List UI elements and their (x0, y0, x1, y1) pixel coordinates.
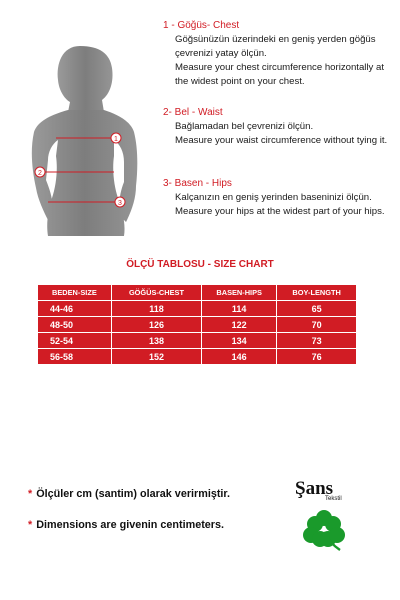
instruction-heading: 1 - Göğüs- Chest (163, 20, 240, 31)
cell-size: 48-50 (38, 317, 112, 333)
cell-chest: 138 (111, 333, 201, 349)
cell-size: 44-46 (38, 301, 112, 317)
cell-hips: 134 (202, 333, 277, 349)
note-text-tr: Ölçüler cm (santim) olarak verirmiştir. (36, 488, 231, 500)
table-row (38, 301, 357, 317)
instruction-waist (163, 106, 395, 148)
hips-marker-label: 3 (118, 200, 122, 207)
note-english (28, 519, 224, 531)
instruction-heading: 3- Basen - Hips (163, 178, 232, 189)
brand-name: Şans (295, 478, 334, 499)
cell-size: 56-58 (38, 349, 112, 365)
note-star: * (28, 519, 33, 531)
size-chart-table (37, 284, 357, 365)
cell-hips: 122 (202, 317, 277, 333)
clover-icon (300, 508, 348, 552)
brand-sub: Tekstil (325, 496, 342, 502)
note-turkish (28, 488, 230, 500)
note-star: * (28, 488, 33, 500)
table-row (38, 333, 357, 349)
instruction-text-tr: Kalçanızın en geniş yerinden baseninizi ölçün. (175, 192, 372, 203)
instruction-text-en: Measure your hips at the widest part of your hips. (175, 206, 385, 217)
instruction-text-en: Measure your chest circumference horizontally at the widest point on your chest. (175, 62, 385, 87)
cell-length: 76 (277, 349, 357, 365)
instruction-chest (163, 19, 395, 89)
silhouette-head (58, 46, 113, 112)
body-silhouette-figure (18, 40, 158, 240)
silhouette-svg (18, 40, 158, 240)
chest-marker-label: 1 (114, 136, 118, 143)
header-chest: GÖĞÜS-CHEST (111, 285, 201, 301)
instruction-heading: 2- Bel - Waist (163, 107, 223, 118)
instruction-text-tr: Bağlamadan bel çevrenizi ölçün. (175, 121, 314, 132)
cell-length: 70 (277, 317, 357, 333)
brand-logo (295, 478, 355, 550)
cell-size: 52-54 (38, 333, 112, 349)
size-chart-header-row (38, 285, 357, 301)
cell-hips: 146 (202, 349, 277, 365)
table-row (38, 349, 357, 365)
cell-length: 73 (277, 333, 357, 349)
table-row (38, 317, 357, 333)
instruction-hips (163, 177, 395, 219)
cell-chest: 118 (111, 301, 201, 317)
cell-chest: 152 (111, 349, 201, 365)
header-size: BEDEN-SIZE (38, 285, 112, 301)
cell-hips: 114 (202, 301, 277, 317)
instruction-text-tr: Göğsünüzün üzerindeki en geniş yerden göğüs çevrenizi yatay ölçün. (175, 34, 376, 59)
header-hips: BASEN-HIPS (202, 285, 277, 301)
silhouette-body (32, 110, 137, 236)
waist-marker-label: 2 (38, 170, 42, 177)
instruction-text-en: Measure your waist circumference without tying it. (175, 135, 388, 146)
header-length: BOY-LENGTH (277, 285, 357, 301)
size-chart-title: ÖLÇÜ TABLOSU - SIZE CHART (126, 259, 274, 270)
cell-chest: 126 (111, 317, 201, 333)
cell-length: 65 (277, 301, 357, 317)
note-text-en: Dimensions are givenin centimeters. (36, 519, 225, 531)
